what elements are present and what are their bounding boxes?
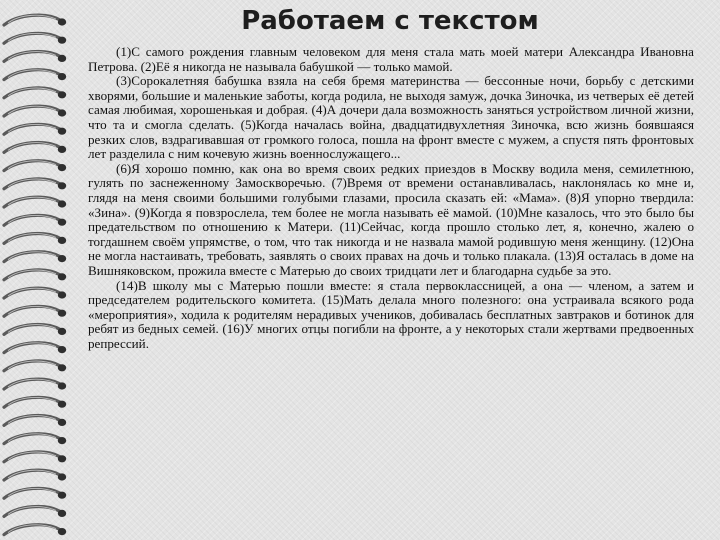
spiral-ring <box>4 434 66 444</box>
spiral-rings-icon <box>0 0 72 540</box>
spiral-ring <box>4 397 66 407</box>
spiral-ring <box>4 234 66 244</box>
spiral-ring <box>4 106 66 116</box>
spiral-ring <box>4 325 66 335</box>
paragraph-1: (1)С самого рождения главным человеком для меня стала мать моей матери Александра Ивановна Петрова. (2)Её я никогда не называла бабушкой — только мамой. <box>88 44 694 74</box>
spiral-ring <box>4 488 66 498</box>
spiral-binding-decoration <box>0 0 72 540</box>
spiral-ring <box>4 507 66 517</box>
spiral-ring <box>4 15 66 25</box>
paragraph-2: (3)Сорокалетняя бабушка взяла на себя бремя материнства — бессонные ночи, борьбу с детскими хворями, большие и маленькие заботы, когда родила, не выходя замуж, дочка Зиночка, из четверых её детей самая любимая, хорошенькая и добрая. (4)А дочери дала возможность заняться устройством личной жизни, что та и смогла сделать. (5)Когда началась война, двадцатидвухлетняя Зиночка, всю жизнь боявшаяся резких слов, вздрагивавшая от громкого голоса, пошла на фронт вместе с мужем, а спустя пять фронтовых лет разделила с ним кочевую жизнь военнослужащего... <box>88 73 694 162</box>
spiral-ring <box>4 361 66 371</box>
text-body <box>88 45 694 525</box>
spiral-ring <box>4 270 66 280</box>
spiral-ring <box>4 143 66 153</box>
paragraph-3: (6)Я хорошо помню, как она во время своих редких приездов в Москву водила меня, семилетнюю, гулять по заснеженному Замоскворечью. (7)Время от времени останавливалась, наклонялась ко мне и, глядя на меня своими большими голубыми глазами, просила сказать ей: «Мама». (8)Я упорно твердила: «Зина». (9)Когда я повзрослела, тем более не могла называть её мамой. (10)Мне казалось, что это было бы предательством по отношению к Матери. (11)Сейчас, когда прошло столько лет, я, конечно, жалею о тогдашнем своём упрямстве, о том, что так никогда и не назвала мамой родившую меня женщину. (12)Она не могла настаивать, требовать, заявлять о своих правах на дочь и только плакала. (13)Я осталась в доме на Вишняковском, прожила вместе с Матерью до своих тридцати лет и благодарна судьбе за это. <box>88 160 694 278</box>
paragraph-4: (14)В школу мы с Матерью пошли вместе: я стала первоклассницей, а она — членом, а затем и председателем родительского комитета. (15)Мать делала много полезного: она устраивала всякого рода «мероприятия», ходила к родителям нерадивых учеников, добивалась бесплатных завтраков и ботинок для ребят из бедных семей. (16)У многих отцы погибли на фронте, а у некоторых стали жертвами предвоенных репрессий. <box>88 277 694 351</box>
spiral-ring <box>4 343 66 353</box>
spiral-ring <box>4 252 66 262</box>
spiral-ring <box>4 306 66 316</box>
spiral-ring <box>4 33 66 43</box>
slide-title: Работаем с текстом <box>241 6 539 36</box>
spiral-ring <box>4 470 66 480</box>
spiral-ring <box>4 416 66 426</box>
spiral-ring <box>4 525 66 535</box>
spiral-ring <box>4 179 66 189</box>
spiral-ring <box>4 70 66 80</box>
spiral-ring <box>4 452 66 462</box>
spiral-ring <box>4 215 66 225</box>
spiral-ring <box>4 88 66 98</box>
spiral-ring <box>4 124 66 134</box>
spiral-ring <box>4 379 66 389</box>
spiral-ring <box>4 161 66 171</box>
spiral-ring <box>4 52 66 62</box>
spiral-ring <box>4 197 66 207</box>
spiral-ring <box>4 288 66 298</box>
